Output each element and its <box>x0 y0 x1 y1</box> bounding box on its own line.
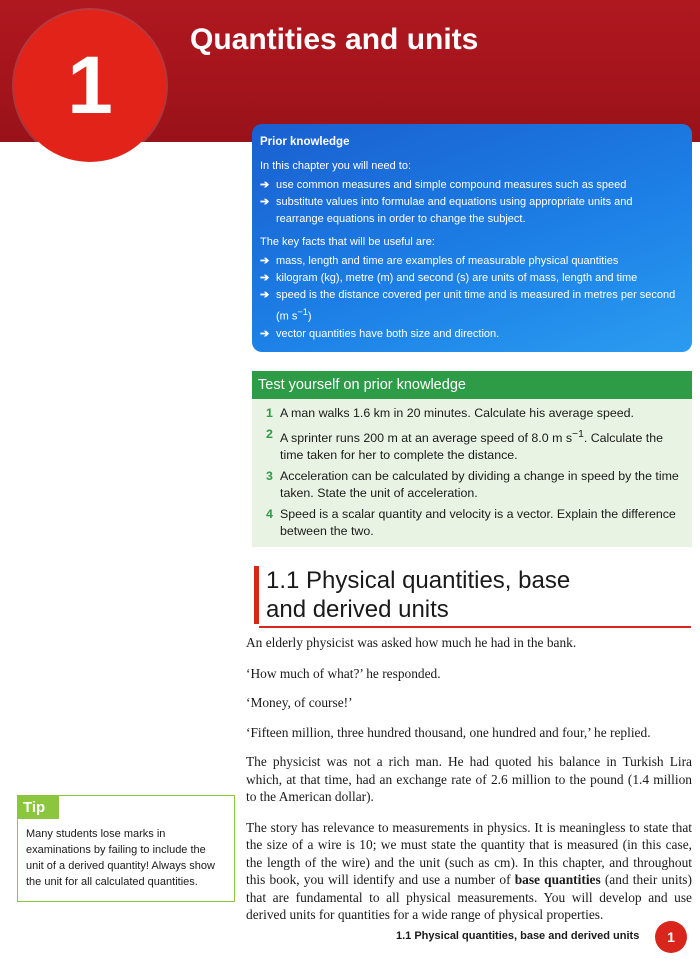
footer-section-label: 1.1 Physical quantities, base and derived units <box>396 930 640 942</box>
prior-knowledge-box <box>252 124 692 352</box>
question-item: 4 Speed is a scalar quantity and velocity is a vector. Explain the difference between the two. <box>266 506 676 539</box>
tip-label: Tip <box>18 796 59 819</box>
arrow-right-icon: ➔ <box>260 272 270 284</box>
arrow-right-icon: ➔ <box>260 327 270 340</box>
section-divider <box>259 626 691 628</box>
key-term: base quantities <box>514 872 601 887</box>
arrow-right-icon: ➔ <box>260 196 270 208</box>
list-item: ➔ mass, length and time are examples of measurable physical quantities <box>260 253 682 270</box>
paragraph: ‘Fifteen million, three hundred thousand, one hundred and four,’ he replied. <box>246 724 651 740</box>
test-yourself-heading: Test yourself on prior knowledge <box>252 371 692 399</box>
paragraph: An elderly physicist was asked how much he had in the bank. <box>246 635 577 650</box>
prior-knowledge-needs-list <box>260 177 682 228</box>
list-item: ➔ kilogram (kg), metre (m) and second (s) are units of mass, length and time <box>260 270 682 287</box>
arrow-right-icon: ➔ <box>260 255 270 267</box>
arrow-right-icon: ➔ <box>260 289 270 301</box>
question-item: 3 Acceleration can be calculated by dividing a change in speed by the time taken. State the unit of acceleration. <box>266 468 679 501</box>
prior-knowledge-heading: Prior knowledge <box>260 136 350 148</box>
list-item: ➔ use common measures and simple compound measures such as speed <box>260 177 682 194</box>
paragraph: ‘Money, of course!’ <box>246 695 353 710</box>
chapter-title: Quantities and units <box>190 23 479 56</box>
question-list <box>252 399 692 541</box>
page-number-badge <box>655 921 687 953</box>
page-number: 1 <box>667 929 675 945</box>
list-item: ➔ vector quantities have both size and direction. <box>260 326 682 343</box>
list-item: ➔ speed is the distance covered per unit time and is measured in metres per second (m $s^{-1}$) <box>260 289 676 323</box>
tip-box <box>17 795 235 902</box>
question-item: 2 A sprinter runs 200 m at an average speed of 8.0 m $s^{-1}$. Calculate the time taken for her to complete the distance. <box>266 426 664 463</box>
section-body <box>246 634 692 933</box>
chapter-number-badge <box>14 10 166 162</box>
paragraph: ‘How much of what?’ he responded. <box>246 665 441 681</box>
section-accent-bar <box>254 566 259 624</box>
paragraph: The physicist was not a rich man. He had quoted his balance in Turkish Lira which, at that time, had an exchange rate of 2.6 million to the pound (1.4 million to the American dollar). <box>246 754 692 804</box>
question-item: 1 A man walks 1.6 km in 20 minutes. Calculate his average speed. <box>266 406 635 420</box>
paragraph: The story has relevance to measurements in physics. It is meaningless to state that the size of a wire is 10; we must state the quantity that is measured (in this case, the length of the wire) and the unit (such as cm). In this chapter, and throughout this book, you will identify and use a number of base quantities (and their units) that are fundamental to all physical measurements. You will develop and use derived units for quantities for a wide range of physical properties. <box>246 819 692 922</box>
chapter-number: 1 <box>67 40 113 131</box>
test-yourself-box <box>252 371 692 547</box>
key-facts-intro: The key facts that will be useful are: <box>260 236 435 248</box>
list-item: ➔ substitute values into formulae and equations using appropriate units and rearrange equations in order to change the subject. <box>260 196 633 225</box>
key-facts-list <box>260 253 682 343</box>
arrow-right-icon: ➔ <box>260 179 270 191</box>
section-title: 1.1 Physical quantities, base and derived units <box>266 567 571 623</box>
prior-knowledge-intro: In this chapter you will need to: <box>260 160 412 172</box>
tip-text: Many students lose marks in examinations by failing to include the unit of a derived quantity! Always show the unit for all calculated quantities. <box>26 828 215 888</box>
